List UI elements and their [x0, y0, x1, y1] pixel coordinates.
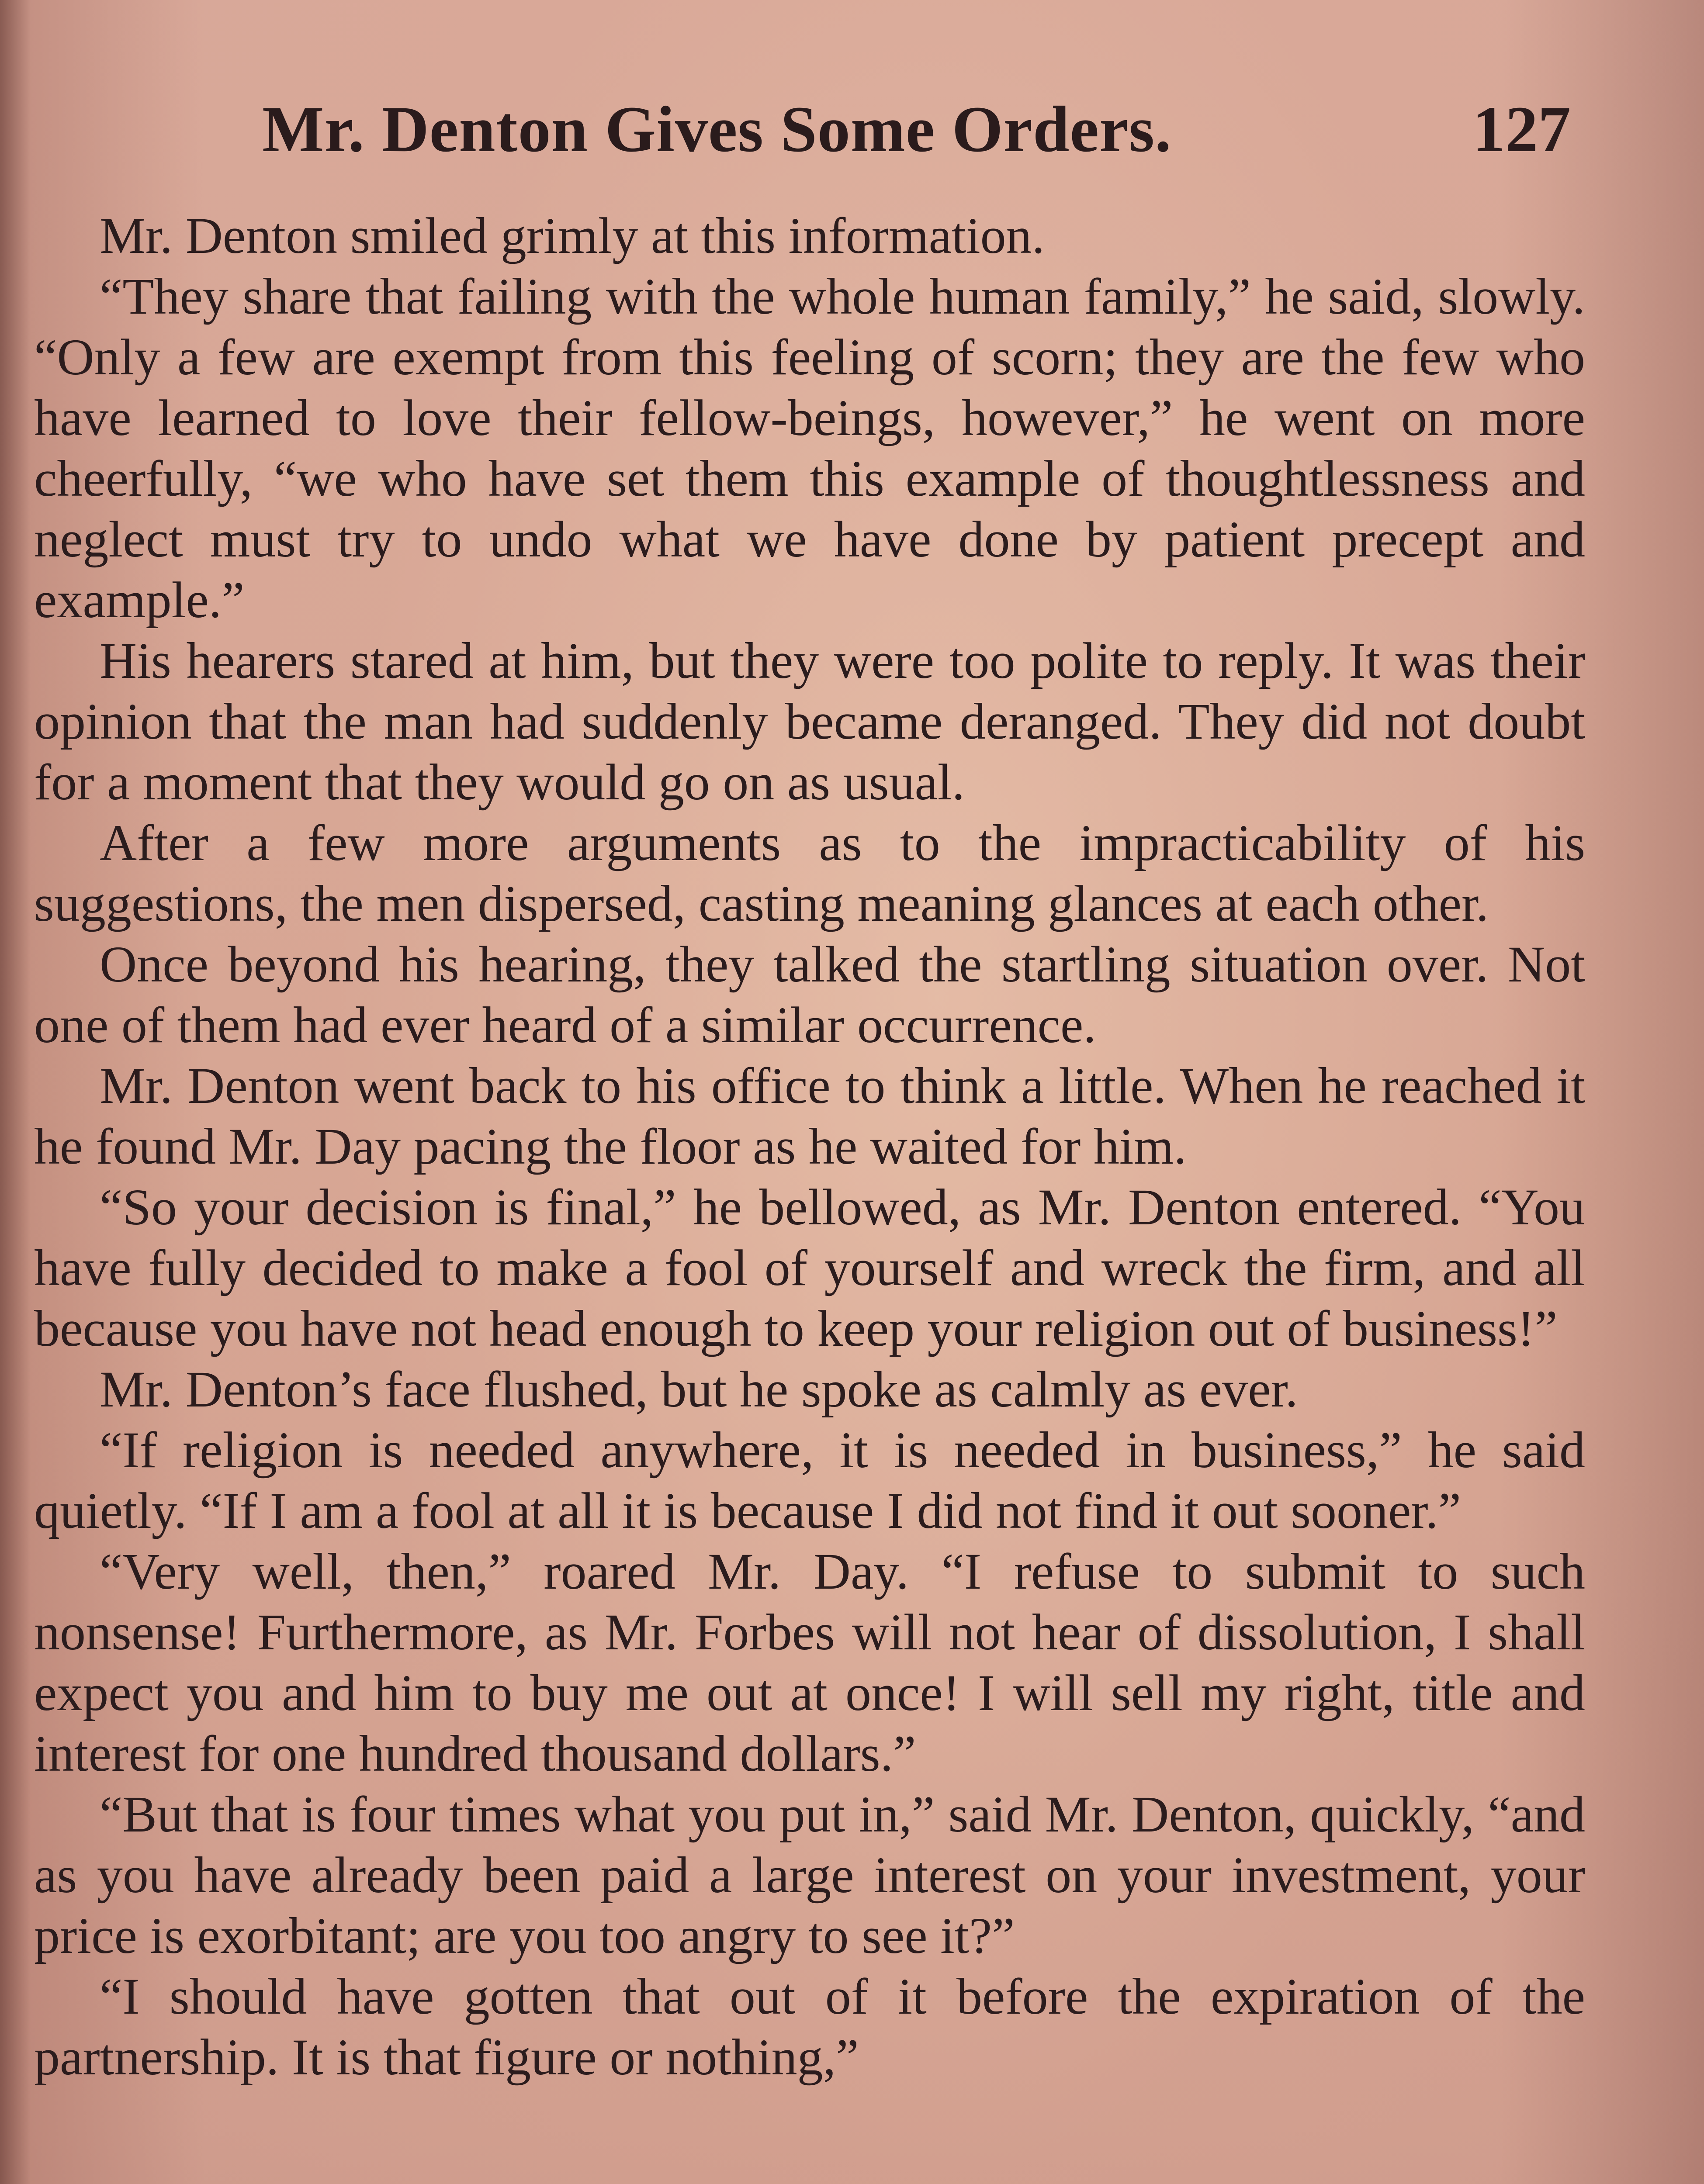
paragraph: Mr. Denton went back to his office to think a little. When he reached it he found Mr. Day pacing the floor as he waited for him. — [34, 1057, 1585, 1175]
paragraph: Mr. Denton’s face flushed, but he spoke as calmly as ever. — [100, 1361, 1298, 1418]
paragraph: “They share that failing with the whole human family,” he said, slowly. “Only a few are exempt from this feeling of scorn; they are the few who have learned to love their fellow-beings, however,” he went on more cheerfully, “we who have set them this example of thoughtlessness and neglect must try to undo what we have done by patient precept and example.” — [34, 268, 1585, 629]
body-text — [34, 205, 1585, 2087]
paragraph: His hearers stared at him, but they were too polite to reply. It was their opinion that the man had suddenly became deranged. They did not doubt for a moment that they would go on as usual. — [34, 632, 1585, 811]
paragraph: After a few more arguments as to the impracticability of his suggestions, the men dispersed, casting meaning glances at each other. — [34, 814, 1585, 932]
running-title: Mr. Denton Gives Some Orders. — [262, 93, 1172, 166]
paragraph: “Very well, then,” roared Mr. Day. “I refuse to submit to such nonsense! Furthermore, as Mr. Forbes will not hear of dissolution, I shall expect you and him to buy me out at once! I will sell my right, title and interest for one hundred thousand dollars.” — [34, 1543, 1585, 1782]
running-head — [262, 74, 1571, 175]
paragraph: “But that is four times what you put in,” said Mr. Denton, quickly, “and as you have already been paid a large interest on your investment, your price is exorbitant; are you too angry to see it?” — [34, 1786, 1585, 1964]
paragraph: “So your decision is final,” he bellowed, as Mr. Denton entered. “You have fully decided to make a fool of yourself and wreck the firm, and all because you have not head enough to keep your religion out of business!” — [34, 1178, 1585, 1357]
page-number: 127 — [1472, 93, 1571, 166]
paragraph: “I should have gotten that out of it before the expiration of the partnership. It is that figure or nothing,” — [34, 1968, 1585, 2086]
paragraph: Once beyond his hearing, they talked the startling situation over. Not one of them had ever heard of a similar occurrence. — [34, 936, 1585, 1054]
paragraph: Mr. Denton smiled grimly at this information. — [100, 207, 1045, 264]
paragraph: “If religion is needed anywhere, it is needed in business,” he said quietly. “If I am a fool at all it is because I did not find it out sooner.” — [34, 1421, 1585, 1539]
spine-shadow — [0, 0, 31, 2184]
